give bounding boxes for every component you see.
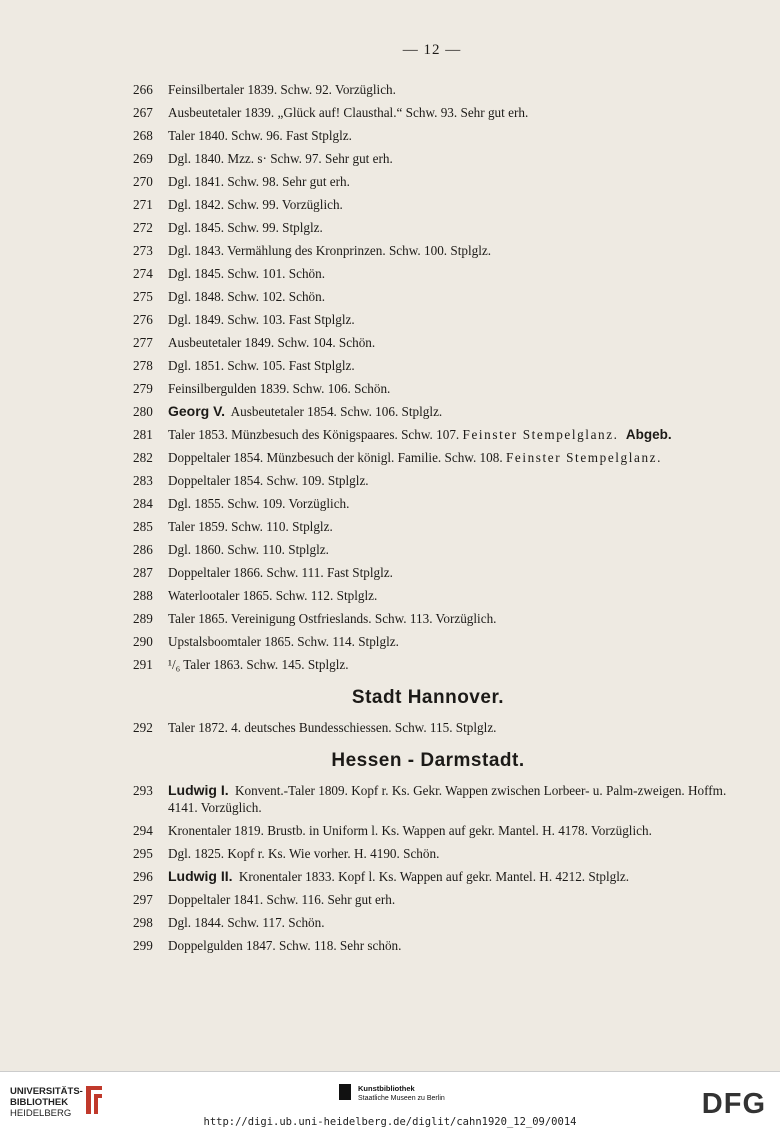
catalog-entry <box>133 911 733 934</box>
entry-text: Doppelgulden 1847. Schw. 118. Sehr schön. <box>168 938 402 953</box>
catalog-entry <box>133 78 733 101</box>
entry-number: 293 <box>133 783 153 798</box>
catalog-entry-295 <box>133 842 733 865</box>
ruler-name: Ludwig I. <box>168 782 229 798</box>
entry-description: Konvent.-Taler 1809. Kopf r. Ks. Gekr. Wappen zwischen Lorbeer- u. Palm-zweigen. Hoffm. 4141. Vorzüglich. <box>168 783 727 815</box>
entry-text: Dgl. 1825. Kopf r. Ks. Wie vorher. H. 4190. Schön. <box>168 846 440 861</box>
entry-number: 269 <box>133 151 153 166</box>
kunstbibliothek-logo[interactable] <box>339 1082 459 1112</box>
digital-library-footer <box>0 1071 780 1132</box>
entry-number: 277 <box>133 335 153 350</box>
entry-number: 271 <box>133 197 153 212</box>
university-library-logo[interactable] <box>10 1086 83 1119</box>
dfg-logo[interactable]: DFG <box>701 1088 766 1120</box>
entry-text <box>168 446 662 469</box>
catalog-entry <box>133 653 733 676</box>
page-number: — 12 — <box>402 42 462 58</box>
entry-text: Dgl. 1855. Schw. 109. Vorzüglich. <box>168 496 350 511</box>
entry-text: Dgl. 1848. Schw. 102. Schön. <box>168 289 326 304</box>
catalog-entry-282 <box>133 446 733 469</box>
entry-text: Kronentaler 1819. Brustb. in Uniform l. Ks. Wappen auf gekr. Mantel. H. 4178. Vorzüglich. <box>168 823 652 838</box>
entry-number: 287 <box>133 565 153 580</box>
entry-number: 276 <box>133 312 153 327</box>
entry-number: 278 <box>133 358 153 373</box>
entry-text: Dgl. 1849. Schw. 103. Fast Stplglz. <box>168 312 355 327</box>
entry-text: Dgl. 1841. Schw. 98. Sehr gut erh. <box>168 174 350 189</box>
entry-text: Taler 1859. Schw. 110. Stplglz. <box>168 519 333 534</box>
entry-description: Doppeltaler 1854. Münzbesuch der königl. Familie. Schw. 108. <box>168 450 503 465</box>
entry-text: Ausbeutetaler 1849. Schw. 104. Schön. <box>168 335 376 350</box>
entry-number: 296 <box>133 869 153 884</box>
entry-text: Dgl. 1860. Schw. 110. Stplglz. <box>168 542 329 557</box>
entry-text <box>168 423 672 446</box>
logo-line: HEIDELBERG <box>10 1108 72 1119</box>
entry-text: Taler 1840. Schw. 96. Fast Stplglz. <box>168 128 352 143</box>
entry-text: Taler 1872. 4. deutsches Bundesschiessen. Schw. 115. Stplglz. <box>168 720 497 735</box>
catalog-entry <box>133 239 733 262</box>
entry-text: Feinsilbertaler 1839. Schw. 92. Vorzüglich. <box>168 82 396 97</box>
entries-group-a <box>133 78 733 400</box>
catalog-entry <box>133 262 733 285</box>
catalog-entry-294 <box>133 819 733 842</box>
catalog-entry-293 <box>133 779 733 819</box>
catalog-entry-292 <box>133 716 733 739</box>
entry-text: Dgl. 1842. Schw. 99. Vorzüglich. <box>168 197 343 212</box>
ruler-name: Georg V. <box>168 403 226 419</box>
entry-number: 297 <box>133 892 153 907</box>
entry-description: Ausbeutetaler 1854. Schw. 106. Stplglz. <box>230 404 443 419</box>
catalog-entry <box>133 285 733 308</box>
kb-subtitle: Staatliche Museen zu Berlin <box>358 1095 445 1102</box>
spaced-grade: Feinster Stempelglanz. <box>462 427 619 442</box>
entry-text: Dgl. 1843. Vermählung des Kronprinzen. Schw. 100. Stplglz. <box>168 243 492 258</box>
entry-number: 298 <box>133 915 153 930</box>
entries-group-c <box>133 888 733 957</box>
entry-number: 268 <box>133 128 153 143</box>
entry-number: 273 <box>133 243 153 258</box>
catalog-entry <box>133 101 733 124</box>
catalog-entry <box>133 584 733 607</box>
entry-text: Doppeltaler 1854. Schw. 109. Stplglz. <box>168 473 369 488</box>
entry-text <box>168 400 442 423</box>
entry-number: 292 <box>133 720 153 735</box>
catalog-entry <box>133 888 733 911</box>
ruler-name: Ludwig II. <box>168 868 233 884</box>
catalog-entry <box>133 469 733 492</box>
entry-number: 284 <box>133 496 153 511</box>
catalog-entry <box>133 308 733 331</box>
catalog-entry-280 <box>133 400 733 423</box>
entry-number: 299 <box>133 938 153 953</box>
entry-text: Upstalsboomtaler 1865. Schw. 114. Stplglz. <box>168 634 399 649</box>
catalog-entry <box>133 934 733 957</box>
entry-number: 281 <box>133 427 153 442</box>
catalog-entry <box>133 216 733 239</box>
entry-number: 279 <box>133 381 153 396</box>
entry-number: 272 <box>133 220 153 235</box>
entry-text: Dgl. 1845. Schw. 99. Stplglz. <box>168 220 323 235</box>
entry-number: 294 <box>133 823 153 838</box>
catalog-entry <box>133 630 733 653</box>
entry-text: Waterlootaler 1865. Schw. 112. Stplglz. <box>168 588 378 603</box>
entry-number: 295 <box>133 846 153 861</box>
entry-text: Dgl. 1844. Schw. 117. Schön. <box>168 915 325 930</box>
entry-number: 283 <box>133 473 153 488</box>
entry-number: 270 <box>133 174 153 189</box>
logo-line: UNIVERSITÄTS- <box>10 1086 83 1097</box>
catalog-entry-296 <box>133 865 733 888</box>
logo-line: BIBLIOTHEK <box>10 1097 69 1108</box>
entry-text: Doppeltaler 1841. Schw. 116. Sehr gut erh. <box>168 892 396 907</box>
catalog-entry <box>133 147 733 170</box>
entry-text <box>168 779 728 816</box>
catalog-entry <box>133 538 733 561</box>
entry-text: Ausbeutetaler 1839. „Glück auf! Clausthal.“ Schw. 93. Sehr gut erh. <box>168 105 529 120</box>
catalog-entry <box>133 354 733 377</box>
university-emblem-icon <box>82 1082 106 1118</box>
bold-note: Abgeb. <box>625 427 672 442</box>
entry-number: 288 <box>133 588 153 603</box>
catalog-entry <box>133 492 733 515</box>
entry-text: Doppeltaler 1866. Schw. 111. Fast Stplglz. <box>168 565 393 580</box>
entry-text <box>168 865 629 888</box>
entry-text: ¹/₆ Taler 1863. Schw. 145. Stplglz. <box>168 657 349 672</box>
catalog-entry <box>133 515 733 538</box>
entry-text: Taler 1865. Vereinigung Ostfrieslands. Schw. 113. Vorzüglich. <box>168 611 497 626</box>
catalog-entries <box>133 78 733 957</box>
entry-text: Dgl. 1851. Schw. 105. Fast Stplglz. <box>168 358 355 373</box>
entry-number: 285 <box>133 519 153 534</box>
kb-title: Kunstbibliothek <box>358 1084 415 1093</box>
section-heading-stadt-hannover: Stadt Hannover. <box>351 687 505 708</box>
entry-number: 274 <box>133 266 153 281</box>
spaced-grade: Feinster Stempelglanz. <box>505 450 662 465</box>
entry-number: 286 <box>133 542 153 557</box>
catalog-entry <box>133 561 733 584</box>
entry-number: 290 <box>133 634 153 649</box>
entry-number: 289 <box>133 611 153 626</box>
permalink-url[interactable]: http://digi.ub.uni-heidelberg.de/diglit/cahn1920_12_09/0014 <box>203 1116 577 1128</box>
entry-number: 280 <box>133 404 153 419</box>
section-heading-hessen-darmstadt: Hessen - Darmstadt. <box>331 750 525 771</box>
entry-text: Dgl. 1845. Schw. 101. Schön. <box>168 266 326 281</box>
entry-number: 291 <box>133 657 153 672</box>
entry-number: 282 <box>133 450 153 465</box>
entry-text: Feinsilbergulden 1839. Schw. 106. Schön. <box>168 381 391 396</box>
kunstbibliothek-mark-icon <box>339 1084 351 1100</box>
catalog-entry-281 <box>133 423 733 446</box>
entry-number: 266 <box>133 82 153 97</box>
entry-description: Taler 1853. Münzbesuch des Königspaares. Schw. 107. <box>168 427 460 442</box>
catalog-entry <box>133 170 733 193</box>
entry-description: Kronentaler 1833. Kopf l. Ks. Wappen auf gekr. Mantel. H. 4212. Stplglz. <box>238 869 630 884</box>
catalog-entry <box>133 377 733 400</box>
kb-text <box>358 1084 445 1103</box>
entry-text: Dgl. 1840. Mzz. s· Schw. 97. Sehr gut erh. <box>168 151 393 166</box>
catalog-entry <box>133 124 733 147</box>
entry-number: 275 <box>133 289 153 304</box>
entry-number: 267 <box>133 105 153 120</box>
entries-group-b <box>133 469 733 676</box>
catalog-entry <box>133 331 733 354</box>
catalog-entry <box>133 193 733 216</box>
catalog-entry <box>133 607 733 630</box>
